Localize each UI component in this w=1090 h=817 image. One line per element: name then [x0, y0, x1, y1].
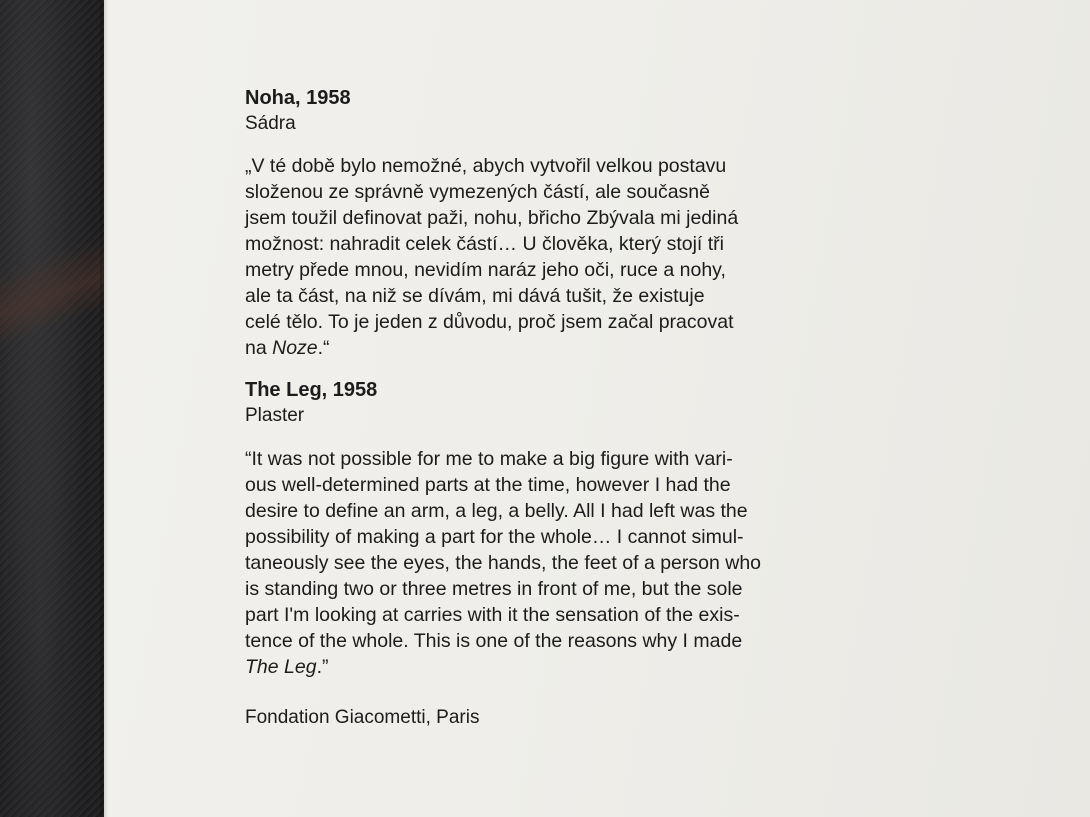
- artwork-label: [245, 86, 885, 730]
- english-quote-line: part I'm looking at carries with it the sensation of the exis-: [245, 604, 740, 626]
- czech-quote-line: ale ta část, na niž se dívám, mi dává tušit, že existuje: [245, 285, 705, 307]
- czech-quote-line: možnost: nahradit celek částí… U člověka, který stojí tři: [245, 233, 725, 255]
- strap-shadow: [0, 200, 104, 400]
- english-quote-line: desire to define an arm, a leg, a belly. All I had left was the: [245, 500, 748, 522]
- czech-quote: [245, 153, 885, 361]
- english-quote-last-suffix: .”: [316, 656, 329, 678]
- czech-quote-line: jsem toužil definovat paži, nohu, břicho Zbývala mi jediná: [245, 207, 739, 229]
- czech-quote-line: složenou ze správně vymezených částí, ale současně: [245, 181, 711, 203]
- czech-quote-last-prefix: na: [245, 337, 273, 359]
- english-quote-line: taneously see the eyes, the hands, the feet of a person who: [245, 552, 762, 574]
- english-quote-line: ous well-determined parts at the time, however I had the: [245, 474, 731, 496]
- czech-quote-line: metry přede mnou, nevidím naráz jeho oči, ruce a nohy,: [245, 259, 726, 281]
- czech-quote-line: „V té době bylo nemožné, abych vytvořil velkou postavu: [245, 155, 727, 177]
- panel-edge-shadow: [100, 0, 108, 817]
- czech-quote-last-line: [245, 335, 885, 361]
- credit-line: Fondation Giacometti, Paris: [245, 707, 480, 728]
- english-quote-line: “It was not possible for me to make a big figure with vari-: [245, 448, 733, 470]
- czech-medium: Sádra: [245, 113, 296, 134]
- czech-title: Noha, 1958: [245, 87, 351, 109]
- english-title: The Leg, 1958: [245, 379, 378, 401]
- czech-quote-italic-title: Noze: [272, 337, 318, 359]
- english-medium: Plaster: [245, 405, 305, 426]
- dark-wall-background: [0, 0, 104, 817]
- english-quote-line: tence of the whole. This is one of the reasons why I made: [245, 630, 743, 652]
- english-quote-italic-title: The Leg: [245, 656, 317, 678]
- english-quote-last-line: [245, 654, 885, 680]
- czech-quote-last-suffix: .“: [317, 337, 330, 359]
- english-quote-line: is standing two or three metres in front of me, but the sole: [245, 578, 743, 600]
- english-quote-line: possibility of making a part for the whole… I cannot simul-: [245, 526, 744, 548]
- czech-quote-line: celé tělo. To je jeden z důvodu, proč jsem začal pracovat: [245, 311, 734, 333]
- english-quote: [245, 446, 885, 680]
